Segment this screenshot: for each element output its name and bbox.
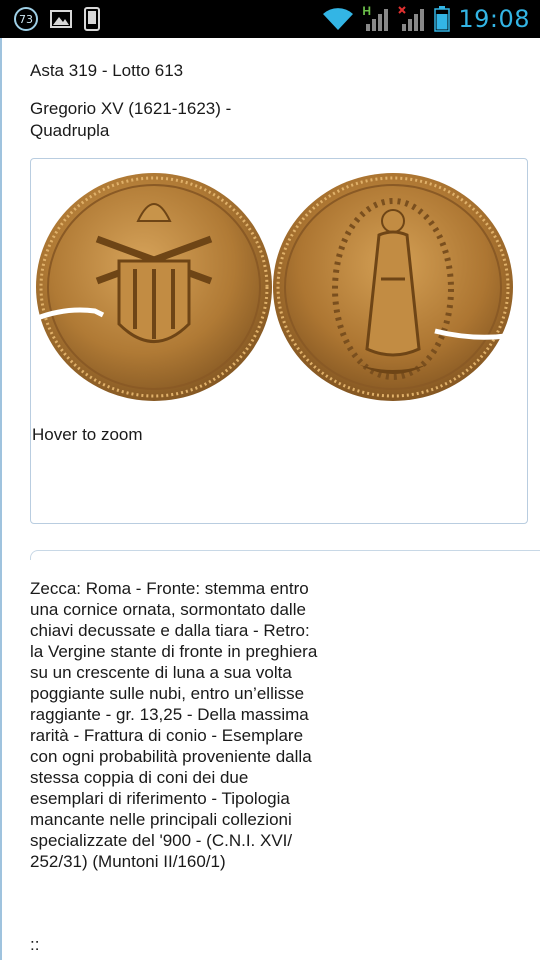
status-bar-right (322, 4, 530, 34)
trailing-text: :: (30, 935, 40, 954)
lot-description: Zecca: Roma - Fronte: stemma entro una cornice ornata, sormontato dalle chiavi decussate e dalla tiara - Retro: la Vergine stante di fronte in preghiera su un crescente di luna a sua volta poggiante sulle nubi, entro un’ellisse raggiante - gr. 13,25 - Della massima rarità - Frattura di conio - Esemplare con ogni probabilità proveniente dalla stessa coppia di coni dei due esemplari di riferimento - Tipologia mancante nelle principali collezioni specializzate del '900 - (C.N.I. XVI/ 252/31) (Muntoni II/160/1) (30, 579, 318, 871)
status-bar-left (14, 6, 100, 32)
signal-no-service-icon (398, 6, 426, 32)
notification-count-icon: 73 (14, 7, 38, 31)
clock: 19:08 (458, 5, 530, 33)
coin-image-box[interactable] (30, 158, 528, 524)
left-accent-line (0, 38, 2, 960)
battery-icon (434, 6, 450, 32)
coin-image[interactable] (35, 169, 525, 405)
section-divider (30, 550, 540, 560)
coin-obverse (35, 173, 272, 401)
wifi-icon (322, 7, 354, 31)
signal-h-icon (362, 6, 390, 32)
lot-header: Asta 319 - Lotto 613 (30, 61, 184, 80)
image-icon (50, 9, 72, 29)
phone-icon (84, 7, 100, 31)
status-bar (0, 0, 540, 38)
zoom-hint: Hover to zoom (32, 425, 143, 444)
lot-title: Gregorio XV (1621-1623) - Quadrupla (30, 99, 232, 140)
network-type-label: H (362, 4, 371, 18)
coin-reverse (273, 173, 513, 401)
